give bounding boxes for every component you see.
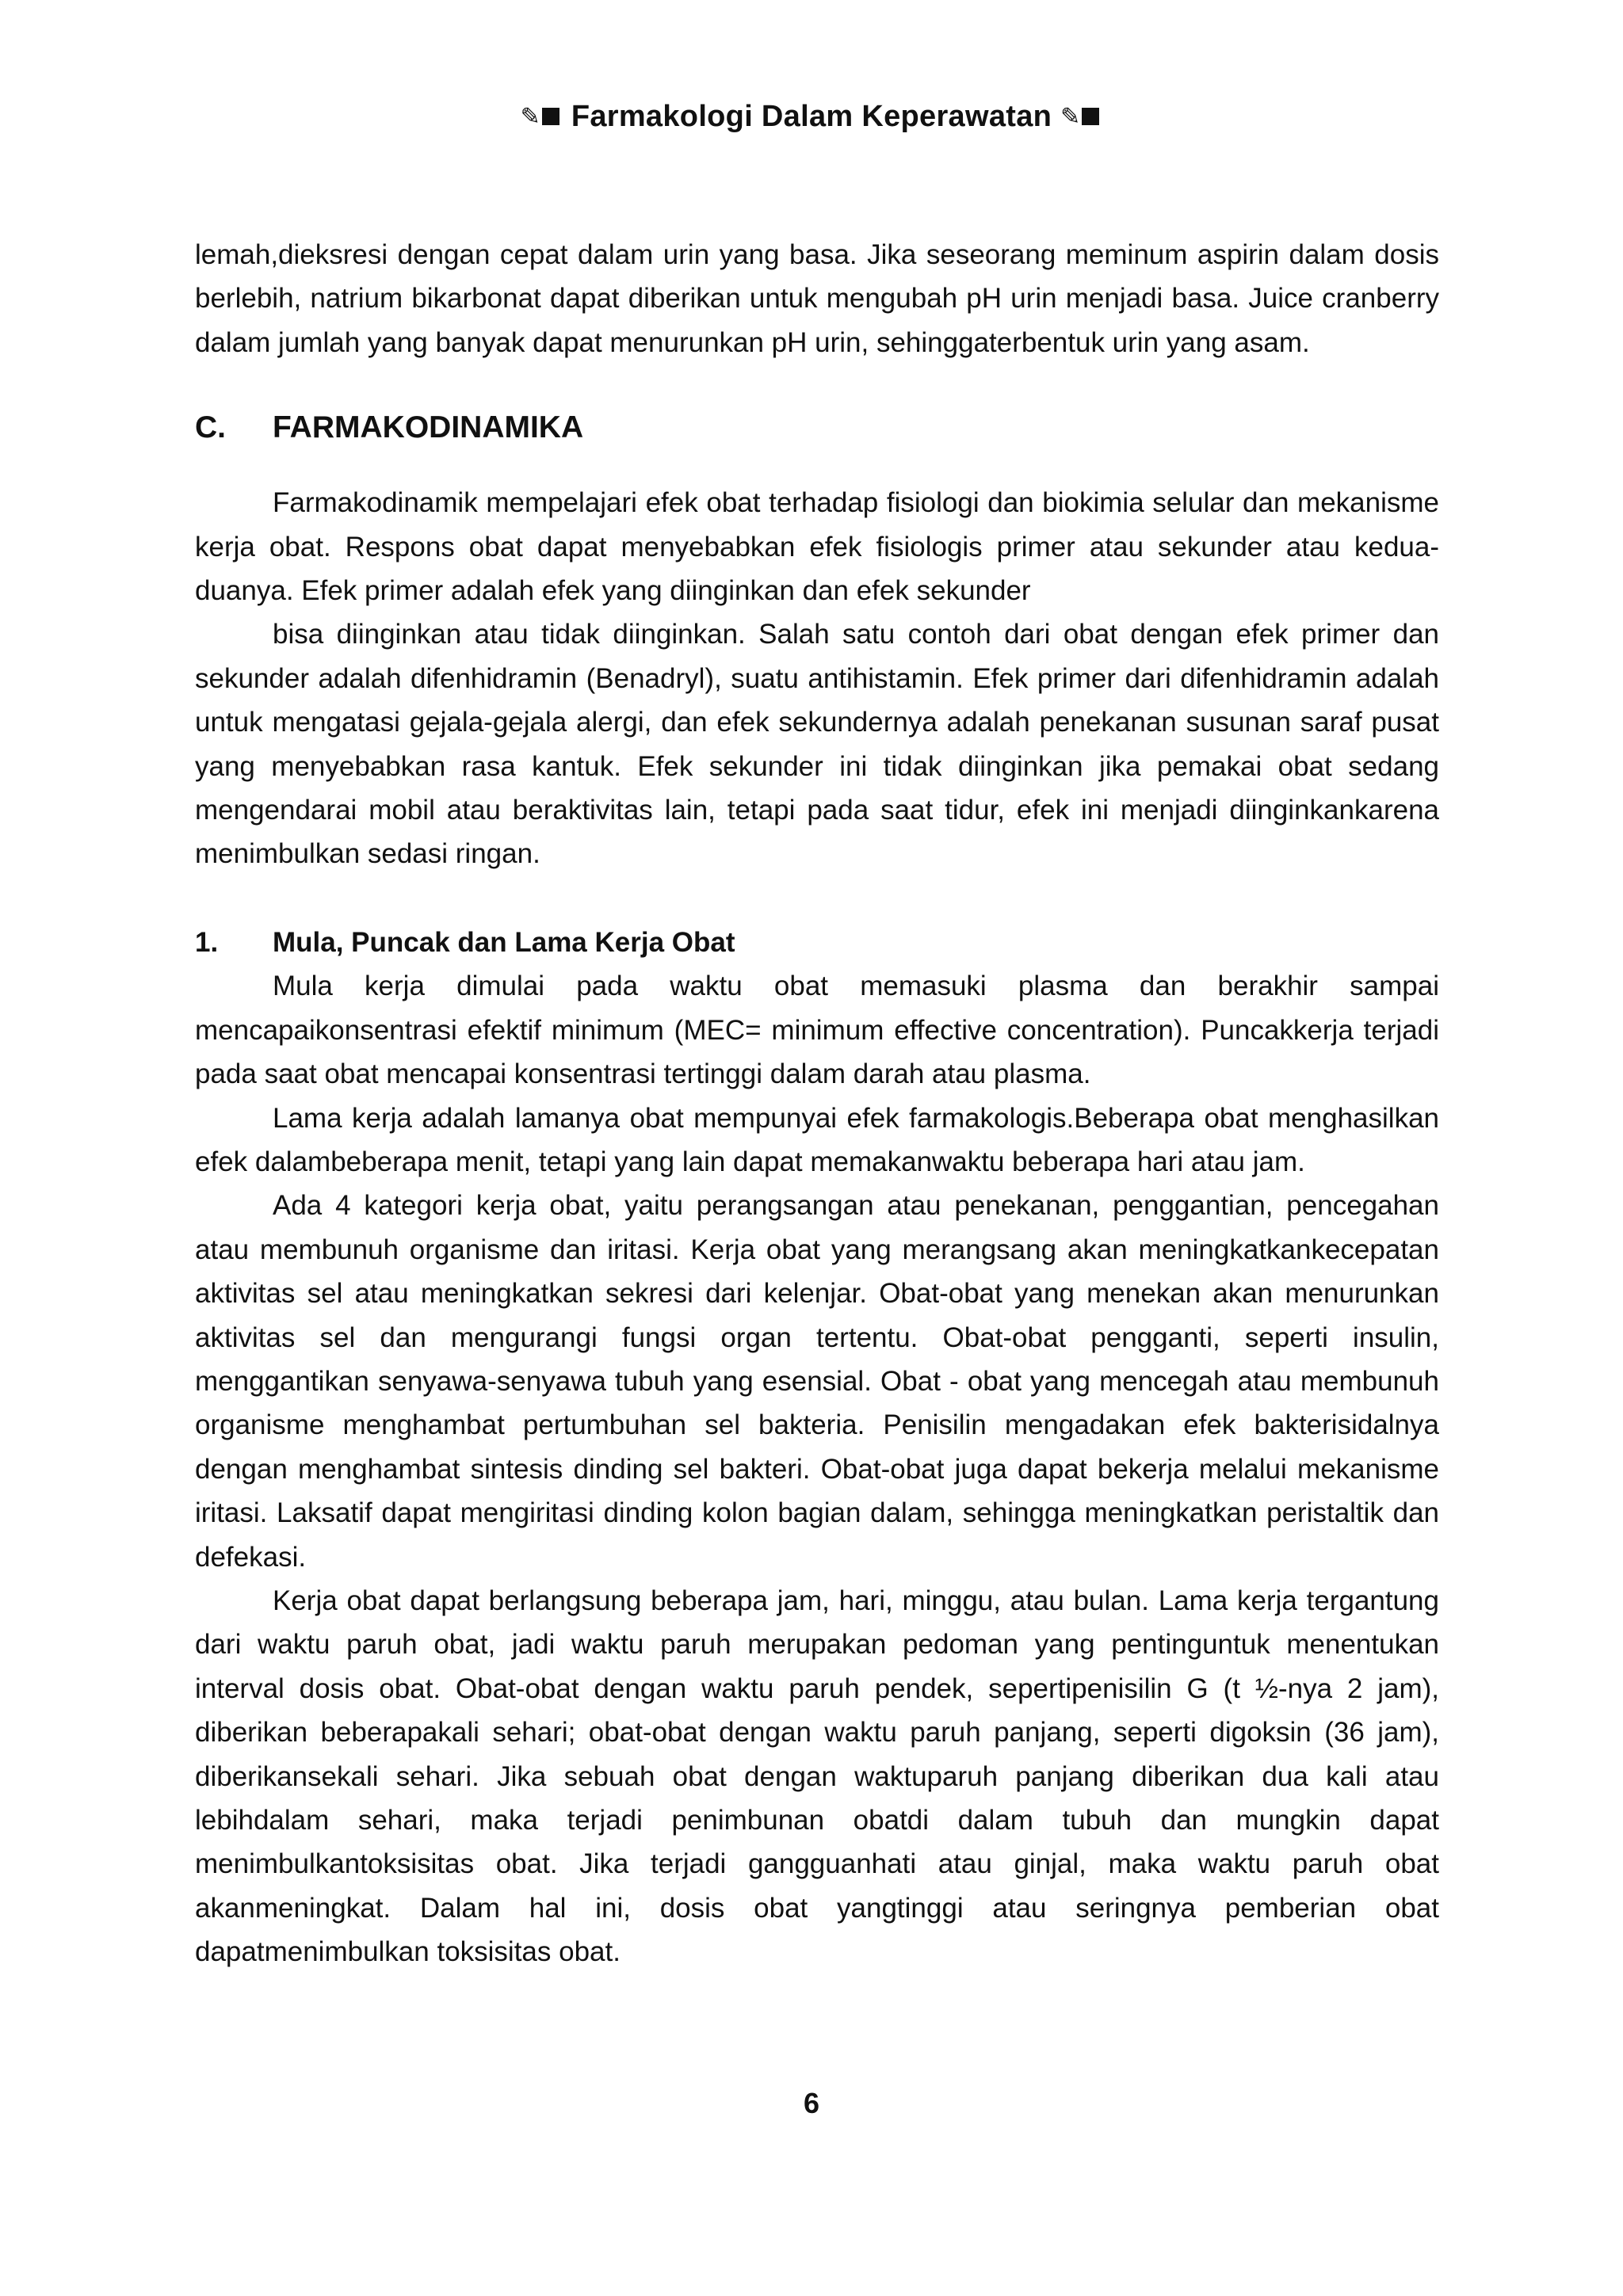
body-paragraph: Mula kerja dimulai pada waktu obat memasuki plasma dan berakhir sampai mencapaikonsentrasi efektif minimum (MEC= minimum effective concentration). Puncakkerja terjadi pada saat obat mencapai konsentrasi tertinggi dalam darah atau plasma. bbox=[195, 971, 1439, 1090]
pen-icon: ✎ bbox=[520, 104, 540, 130]
square-bullet-icon bbox=[1082, 108, 1099, 125]
body-paragraph: Farmakodinamik mempelajari efek obat terhadap fisiologi dan biokimia selular dan mekanisme kerja obat. Respons obat dapat menyebabkan efek fisiologis primer atau sekunder atau kedua-duanya. Efek primer adalah efek yang diinginkan dan efek sekunder bbox=[195, 487, 1439, 607]
body-paragraph: Ada 4 kategori kerja obat, yaitu perangsangan atau penekanan, penggantian, pencegahan atau membunuh organisme dan iritasi. Kerja obat yang merangsang akan meningkatkankecepatan aktivitas sel atau meningkatkan sekresi dari kelenjar. Obat-obat yang menekan akan menurunkan aktivitas sel dan mengurangi fungsi organ tertentu. Obat-obat pengganti, seperti insulin, menggantikan senyawa-senyawa tubuh yang esensial. Obat - obat yang mencegah atau membunuh organisme menghambat pertumbuhan sel bakteria. Penisilin mengadakan efek bakterisidalnya dengan menghambat sintesis dinding sel bakteri. Obat-obat juga dapat bekerja melalui mekanisme iritasi. Laksatif dapat mengiritasi dinding kolon bagian dalam, sehingga meningkatkan peristaltik dan defekasi. bbox=[195, 1190, 1439, 1573]
page-body bbox=[195, 233, 1439, 1974]
section-number: C. bbox=[195, 410, 226, 445]
subsection-number: 1. bbox=[195, 926, 219, 958]
body-paragraph: bisa diinginkan atau tidak diinginkan. Salah satu contoh dari obat dengan efek primer dan sekunder adalah difenhidramin (Benadryl), suatu antihistamin. Efek primer dari difenhidramin adalah untuk mengatasi gejala-gejala alergi, dan efek sekundernya adalah penekanan susunan saraf pusat yang menyebabkan rasa kantuk. Efek sekunder ini tidak diinginkan jika pemakai obat sedang mengendarai mobil atau beraktivitas lain, tetapi pada saat tidur, efek ini menjadi diinginkankarena menimbulkan sedasi ringan. bbox=[195, 619, 1439, 870]
pen-icon: ✎ bbox=[1060, 104, 1081, 130]
body-paragraph: Lama kerja adalah lamanya obat mempunyai efek farmakologis.Beberapa obat menghasilkan efek dalambeberapa menit, tetapi yang lain dapat memakanwaktu beberapa hari atau jam. bbox=[195, 1102, 1439, 1177]
section-title: FARMAKODINAMIKA bbox=[273, 410, 584, 445]
running-header bbox=[0, 97, 1623, 137]
subsection-title: Mula, Puncak dan Lama Kerja Obat bbox=[273, 926, 735, 958]
header-title: Farmakologi Dalam Keperawatan bbox=[571, 100, 1052, 133]
body-paragraph: Kerja obat dapat berlangsung beberapa jam, hari, minggu, atau bulan. Lama kerja tergantung dari waktu paruh obat, jadi waktu paruh merupakan pedoman yang pentinguntuk menentukan interval dosis obat. Obat-obat dengan waktu paruh pendek, sepertipenisilin G (t ½-nya 2 jam), diberikan beberapakali sehari; obat-obat dengan waktu paruh panjang, seperti digoksin (36 jam), diberikansekali sehari. Jika sebuah obat dengan waktuparuh panjang diberikan dua kali atau lebihdalam sehari, maka terjadi penimbunan obatdi dalam tubuh dan mungkin dapat menimbulkantoksisitas obat. Jika terjadi gangguanhati atau ginjal, maka waktu paruh obat akanmeningkat. Dalam hal ini, dosis obat yangtinggi atau seringnya pemberian obat dapatmenimbulkan toksisitas obat. bbox=[195, 1585, 1439, 1968]
square-bullet-icon bbox=[542, 108, 559, 125]
section-heading bbox=[195, 406, 1439, 449]
body-paragraph: lemah,dieksresi dengan cepat dalam urin yang basa. Jika seseorang meminum aspirin dalam dosis berlebih, natrium bikarbonat dapat diberikan untuk mengubah pH urin menjadi basa. Juice cranberry dalam jumlah yang banyak dapat menurunkan pH urin, sehinggaterbentuk urin yang asam. bbox=[195, 239, 1439, 358]
subsection-heading bbox=[195, 921, 1439, 964]
page-number: 6 bbox=[803, 2087, 820, 2119]
